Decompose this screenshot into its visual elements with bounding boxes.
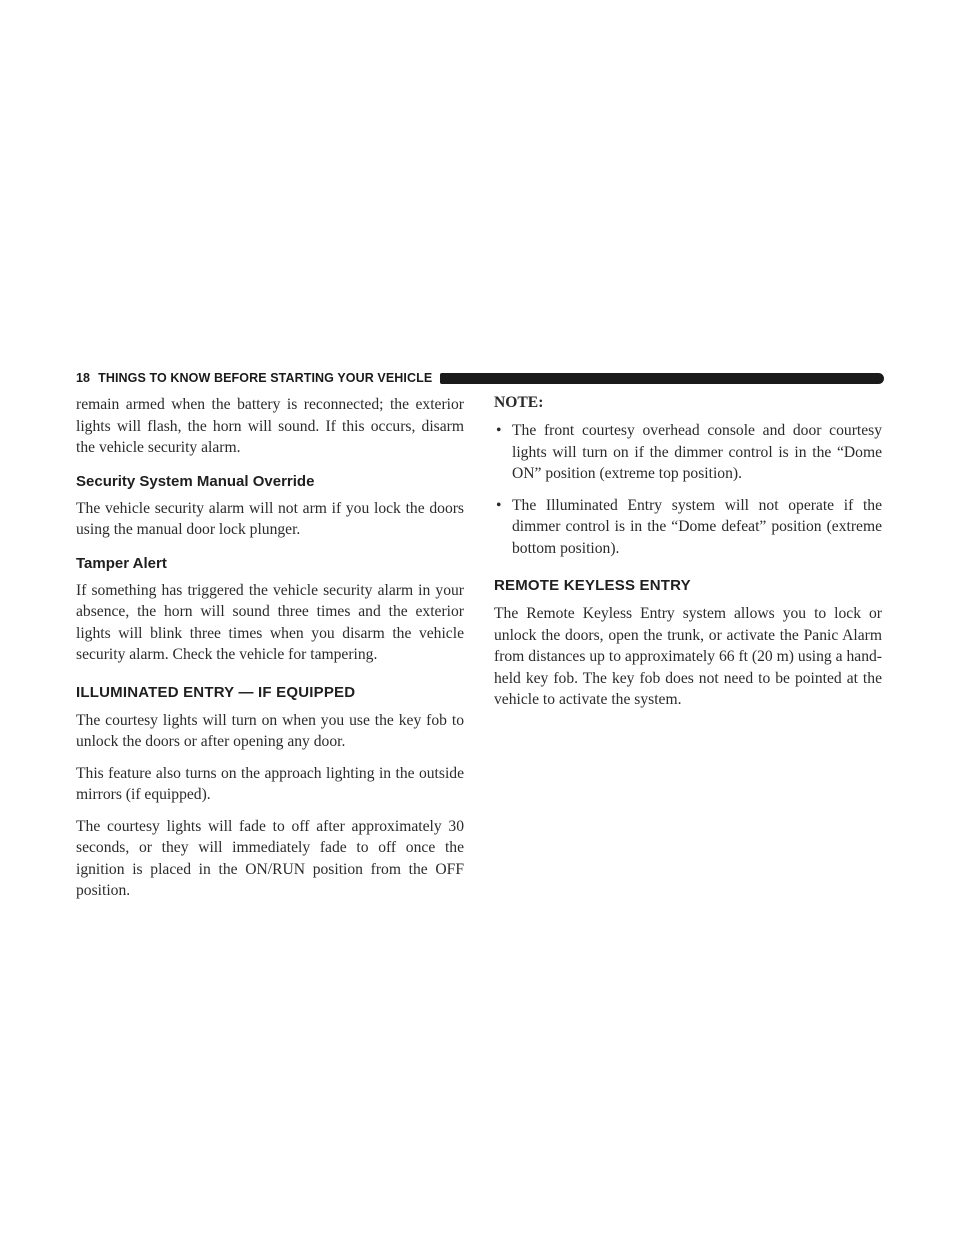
illuminated-paragraph-3: The courtesy lights will fade to off after approximately 30 seconds, or they will immediately fade to off once the ignition is placed in the ON/RUN position from the OFF position. <box>76 817 464 899</box>
note-text: The front courtesy overhead console and door courtesy lights will turn on if the dimmer control is in the “Dome ON” position (extreme top position). <box>512 422 882 482</box>
tamper-heading: Tamper Alert <box>76 554 167 572</box>
note-item <box>494 495 882 560</box>
bullet-icon: • <box>496 422 502 439</box>
note-label: NOTE: <box>494 394 544 411</box>
note-text: The Illuminated Entry system will not operate if the dimmer control is in the “Dome defeat” position (extreme bottom position). <box>512 496 882 557</box>
illuminated-paragraph-2: This feature also turns on the approach lighting in the outside mirrors (if equipped). <box>76 764 464 803</box>
override-paragraph: The vehicle security alarm will not arm if you lock the doors using the manual door lock plunger. <box>76 499 464 538</box>
override-heading: Security System Manual Override <box>76 472 315 490</box>
note-list <box>494 420 882 559</box>
header-rule <box>440 373 884 384</box>
illuminated-entry-heading: ILLUMINATED ENTRY — IF EQUIPPED <box>76 683 356 701</box>
remote-keyless-entry-heading: REMOTE KEYLESS ENTRY <box>494 577 691 594</box>
left-column <box>76 394 464 912</box>
page-number: 18 <box>76 371 91 385</box>
illuminated-paragraph-1: The courtesy lights will turn on when you use the key fob to unlock the doors or after opening any door. <box>76 711 464 750</box>
intro-paragraph: remain armed when the battery is reconnected; the exterior lights will flash, the horn will sound. If this occurs, disarm the vehicle security alarm. <box>76 396 464 456</box>
bullet-icon: • <box>496 496 502 514</box>
right-column <box>494 394 882 721</box>
page-header <box>76 370 884 386</box>
remote-keyless-entry-paragraph: The Remote Keyless Entry system allows you to lock or unlock the doors, open the trunk, or activate the Panic Alarm from distances up to approximately 66 ft (20 m) using a hand-held key fob. The key fob does not need to be pointed at the vehicle to activate the system. <box>494 605 882 708</box>
running-header-title: THINGS TO KNOW BEFORE STARTING YOUR VEHICLE <box>98 371 433 385</box>
note-item <box>494 420 882 485</box>
tamper-paragraph: If something has triggered the vehicle security alarm in your absence, the horn will sound three times and the exterior lights will blink three times when you disarm the vehicle security alarm. Check the vehicle for tampering. <box>76 581 464 663</box>
